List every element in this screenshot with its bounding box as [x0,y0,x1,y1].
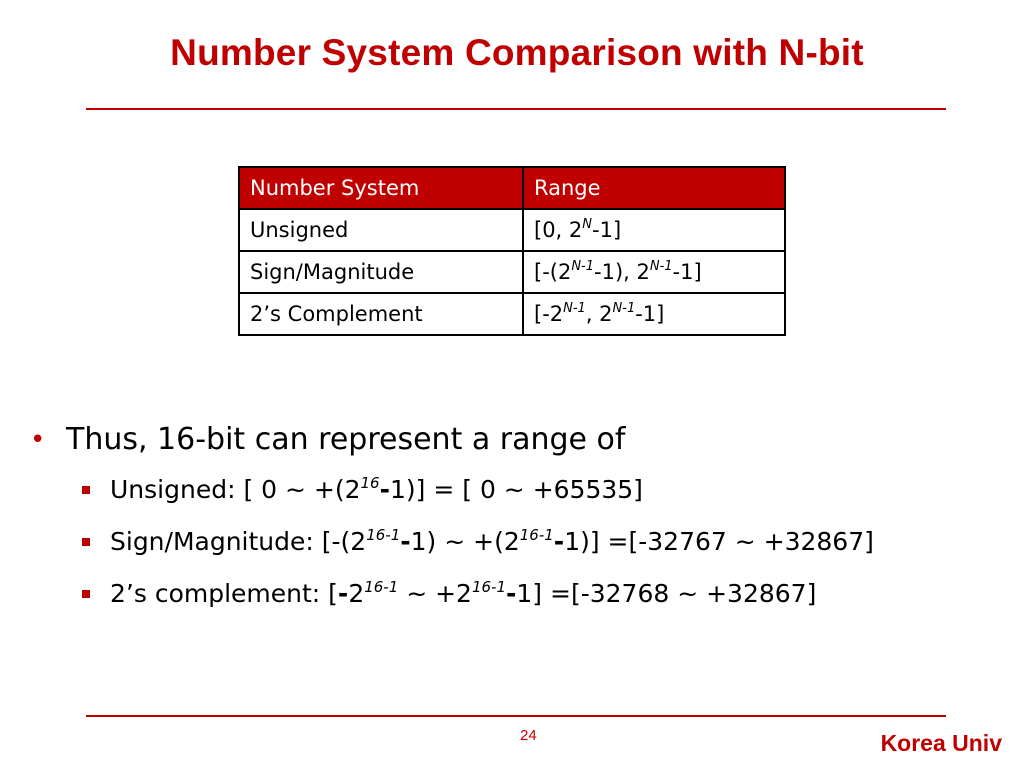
footer-divider [86,715,946,717]
square-bullet-icon [82,538,90,546]
bullet-main-text: Thus, 16-bit can represent a range of [66,422,626,457]
table-header-row [239,167,785,209]
cell-system: 2’s Complement [239,293,523,335]
slide-title: Number System Comparison with N-bit [170,32,864,73]
square-bullet-icon [82,486,90,494]
column-header-number-system: Number System [239,167,523,209]
page-number: 24 [520,727,537,744]
cell-range: [0, $2^N-1$] [523,209,785,251]
table-row [239,251,785,293]
bullet-list [30,418,1010,618]
sub-bullet-sign-magnitude: Sign/Magnitude: [-(2$^{16-1}$-1) ~ $+(2^{16-1}-1)] =[-32767$ ~ +32867] [30,518,1010,566]
cell-range: [$-(2^{N-1}-1)$, $2^{N-1}-1$] [523,251,785,293]
sub-bullet-unsigned: Unsigned: [ 0 ~ $+(2^{16}-1)$] = [ 0 ~ +65535] [30,466,1010,514]
square-bullet-icon [82,590,90,598]
cell-system: Sign/Magnitude [239,251,523,293]
column-header-range: Range [523,167,785,209]
bullet-main [30,418,1010,462]
number-system-table [238,166,786,336]
sub-bullet-twos-complement: 2’s complement: [-2$^{16-1}$ ~ $+2^{16-1}-1] =[-32768$ ~ +32867] [30,570,1010,618]
bullet-dot-icon: • [30,425,46,455]
cell-system: Unsigned [239,209,523,251]
title-divider [86,108,946,110]
cell-range: [$-2^{N-1}$, $2^{N-1}-1$] [523,293,785,335]
table-row [239,209,785,251]
footer-brand: Korea Univ [880,730,1002,756]
table-row [239,293,785,335]
